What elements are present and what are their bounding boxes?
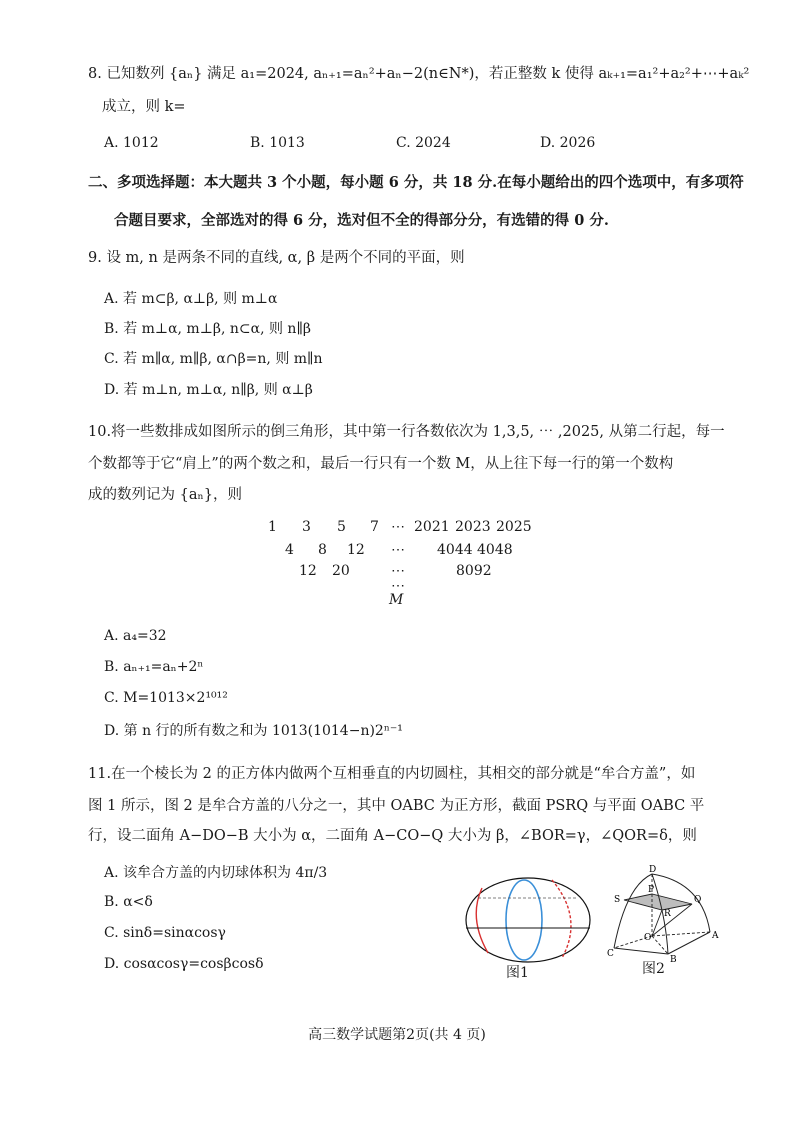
q8-option-b: B. 1013 [250, 135, 305, 151]
q11-stem-line1: 11.在一个棱长为 2 的正方体内做两个互相垂直的内切圆柱，其相交的部分就是“牟合方盖”，如 [88, 766, 696, 782]
fig2-edge-cb [614, 948, 668, 954]
q8-stem-line2: 成立，则 k= [102, 99, 186, 115]
fig2-label-p: P [648, 885, 655, 895]
fig2-label-b: B [670, 955, 677, 965]
tri-r2-c3: 12 [347, 542, 365, 558]
q10-stem-line3: 成的数列记为 {aₙ}，则 [88, 487, 242, 503]
tri-r2-c4: ⋯ [391, 542, 405, 558]
tri-r1-c6: 2021 [414, 519, 450, 535]
figure-1-mouhe-fanggai [458, 868, 598, 968]
q10-stem-line2: 个数都等于它“肩上”的两个数之和，最后一行只有一个数 M，从上往下每一行的第一个数构 [88, 456, 674, 472]
tri-r3-c4: 8092 [456, 563, 492, 579]
fig2-label-d: D [649, 865, 657, 875]
tri-r1-c4: 7 [370, 519, 379, 535]
q9-option-b: B. 若 m⊥α, m⊥β, n⊂α, 则 n∥β [104, 321, 311, 337]
q10-option-d: D. 第 n 行的所有数之和为 1013(1014−n)2ⁿ⁻¹ [104, 723, 403, 739]
tri-r1-c8: 2025 [496, 519, 532, 535]
fig2-label-a: A [712, 931, 719, 941]
fig1-outer-ellipse [466, 878, 590, 962]
fig2-label-s: S [614, 895, 621, 905]
fig2-label-c: C [607, 949, 614, 959]
section2-heading-line2: 合题目要求，全部选对的得 6 分，选对但不全的得部分分，有选错的得 0 分. [114, 212, 609, 229]
q9-stem: 9. 设 m, n 是两条不同的直线, α, β 是两个不同的平面，则 [88, 250, 465, 266]
tri-r1-c2: 3 [302, 519, 311, 535]
fig2-label-r: R [664, 909, 671, 919]
fig1-blue-ellipse [506, 880, 542, 960]
tri-r3-c1: 12 [299, 563, 317, 579]
tri-r2-c2: 8 [318, 542, 327, 558]
q10-option-c: C. M=1013×2¹⁰¹² [104, 690, 228, 706]
tri-r5-c1: M [389, 592, 404, 608]
tri-r1-c5: ⋯ [391, 519, 405, 535]
q11-option-d: D. cosαcosγ=cosβcosδ [104, 956, 264, 972]
q10-option-b: B. aₙ₊₁=aₙ+2ⁿ [104, 659, 204, 675]
figure-2-caption: 图2 [642, 961, 665, 977]
fig2-edge-oa [652, 932, 710, 936]
fig2-label-o: O [644, 933, 652, 943]
q11-stem-line2: 图 1 所示，图 2 是牟合方盖的八分之一，其中 OABC 为正方形，截面 PSRQ 与平面 OABC 平 [88, 798, 705, 814]
fig2-label-q: Q [694, 895, 702, 905]
q11-option-c: C. sinδ=sinαcosγ [104, 925, 226, 941]
tri-r1-c3: 5 [337, 519, 346, 535]
fig2-section-psrq [624, 894, 692, 910]
tri-r1-c7: 2023 [455, 519, 491, 535]
tri-r2-c6: 4048 [477, 542, 513, 558]
q8-option-a: A. 1012 [104, 135, 159, 151]
fig1-red-arc-right [552, 880, 571, 958]
q10-option-a: A. a₄=32 [104, 628, 167, 644]
q11-option-a: A. 该牟合方盖的内切球体积为 4π/3 [104, 865, 328, 881]
q9-option-d: D. 若 m⊥n, m⊥α, n∥β, 则 α⊥β [104, 382, 313, 398]
q9-option-c: C. 若 m∥α, m∥β, α∩β=n, 则 m∥n [104, 351, 323, 367]
figure-1-caption: 图1 [506, 965, 529, 981]
tri-r2-c5: 4044 [437, 542, 473, 558]
q8-option-d: D. 2026 [540, 135, 596, 151]
q8-option-c: C. 2024 [396, 135, 451, 151]
q8-stem-line1: 8. 已知数列 {aₙ} 满足 a₁=2024, aₙ₊₁=aₙ²+aₙ−2(n∈N*)，若正整数 k 使得 aₖ₊₁=a₁²+a₂²+⋯+aₖ² [88, 66, 750, 82]
tri-r3-c2: 20 [332, 563, 350, 579]
q11-stem-line3: 行，设二面角 A−DO−B 大小为 α，二面角 A−CO−Q 大小为 β，∠BOR=γ，∠QOR=δ，则 [88, 828, 697, 844]
fig2-edge-ob [652, 936, 668, 954]
tri-r3-c3: ⋯ [391, 563, 405, 579]
tri-r2-c1: 4 [285, 542, 294, 558]
tri-r1-c1: 1 [268, 519, 277, 535]
section2-heading-line1: 二、多项选择题：本大题共 3 个小题，每小题 6 分，共 18 分.在每小题给出的四个选项中，有多项符 [88, 174, 744, 191]
tri-r4-c1: ⋯ [391, 578, 405, 594]
page-footer: 高三数学试题第2页(共 4 页) [308, 1027, 486, 1043]
fig2-edge-ba [668, 932, 710, 954]
figure-2-one-eighth [606, 865, 726, 965]
q10-stem-line1: 10.将一些数排成如图所示的倒三角形，其中第一行各数依次为 1,3,5, ⋯ ,2025, 从第二行起，每一 [88, 424, 725, 440]
q11-option-b: B. α<δ [104, 894, 153, 910]
q9-option-a: A. 若 m⊂β, α⊥β, 则 m⊥α [104, 291, 278, 307]
